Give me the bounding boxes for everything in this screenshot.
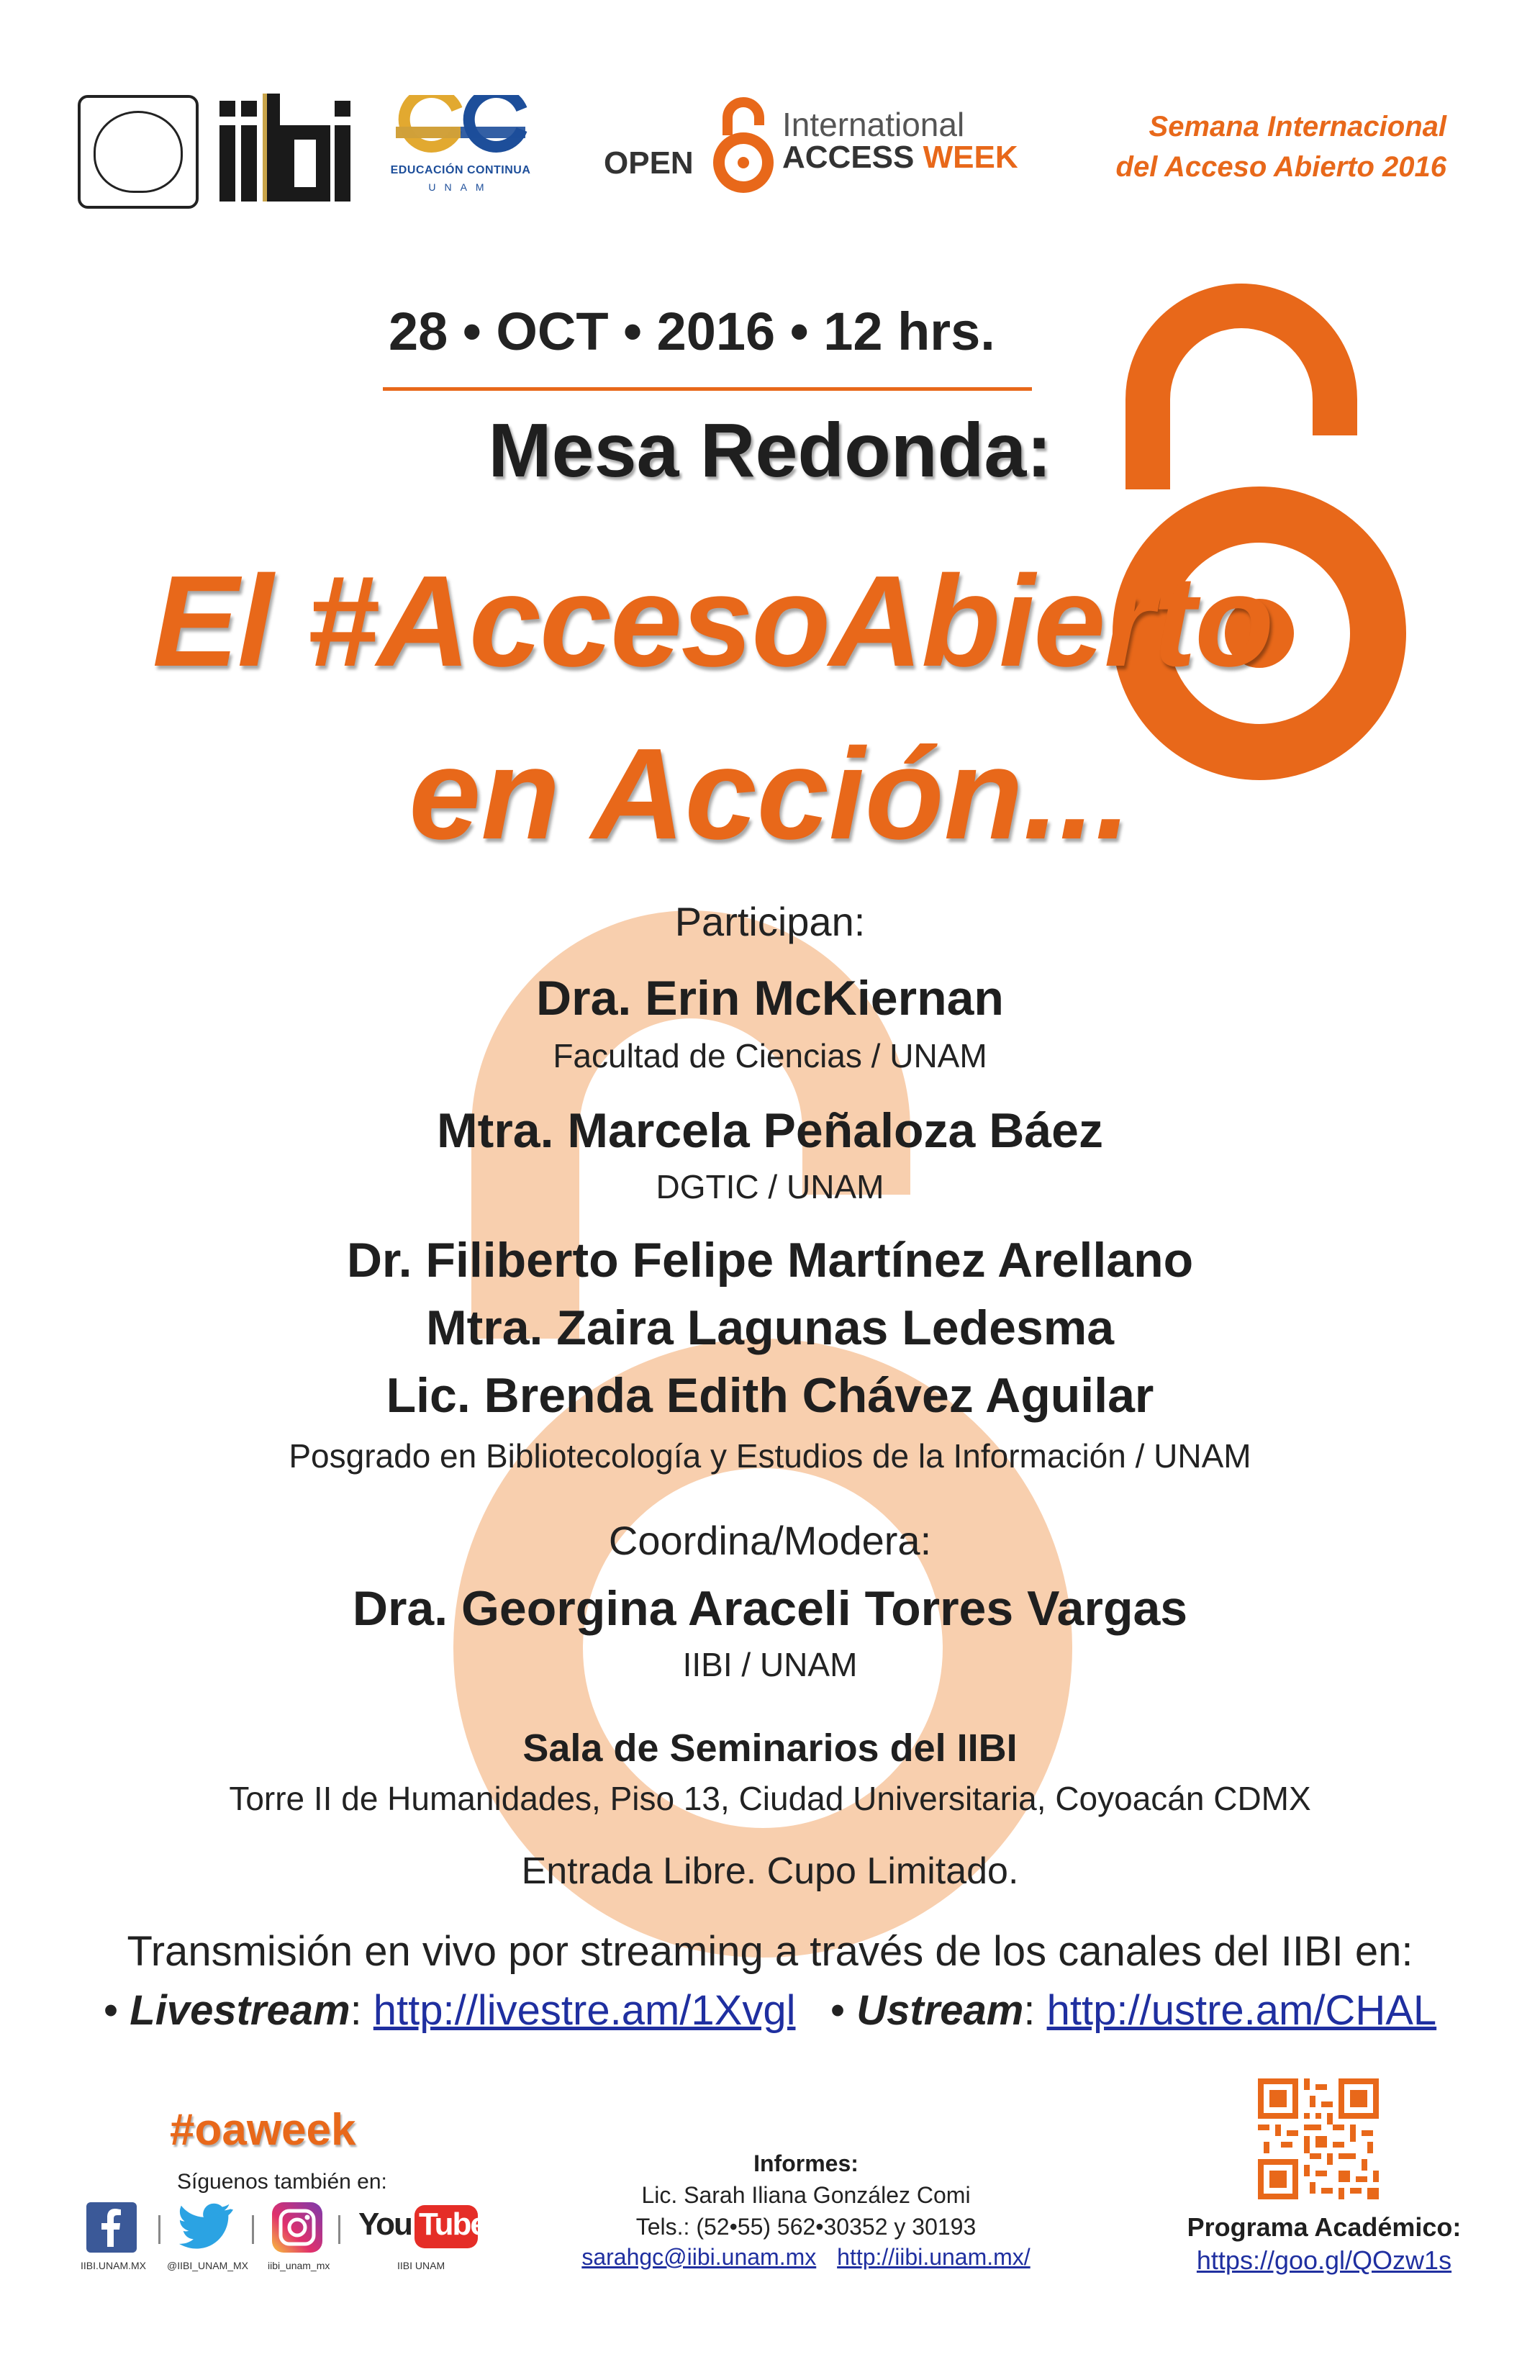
hashtag: #oaweek xyxy=(170,2105,356,2155)
participants-label: Participan: xyxy=(674,899,866,944)
moderator-affiliation: IIBI / UNAM xyxy=(682,1646,858,1683)
open-access-lock-icon xyxy=(1079,273,1439,792)
info-email-link[interactable]: sarahgc@iibi.unam.mx xyxy=(581,2244,817,2270)
program-link[interactable]: https://goo.gl/QOzw1s xyxy=(1196,2245,1452,2275)
participant-name: Dra. Erin McKiernan xyxy=(536,971,1004,1026)
participant-name: Mtra. Zaira Lagunas Ledesma xyxy=(425,1300,1115,1355)
instagram-icon[interactable] xyxy=(272,2202,322,2253)
ustream-label: Ustream xyxy=(856,1987,1024,2034)
participant-name: Lic. Brenda Edith Chávez Aguilar xyxy=(386,1368,1154,1423)
facebook-icon[interactable] xyxy=(86,2202,137,2253)
event-date: 28 • OCT • 2016 • 12 hrs. xyxy=(389,302,995,361)
social-separator xyxy=(252,2215,254,2244)
program-title: Programa Académico: xyxy=(1187,2212,1462,2242)
iibi-logo xyxy=(219,94,350,202)
youtube-tube-text: Tube xyxy=(419,2207,486,2242)
participant-name: Mtra. Marcela Peñaloza Báez xyxy=(437,1103,1103,1158)
venue-address: Torre II de Humanidades, Piso 13, Ciudad Universitaria, Coyoacán CDMX xyxy=(229,1780,1311,1817)
date-underline xyxy=(383,387,1032,391)
info-links xyxy=(533,2244,1079,2271)
unam-seal-logo xyxy=(78,95,199,209)
oaw-international-text: International xyxy=(782,106,965,143)
oaw-access-week-text xyxy=(782,140,1018,176)
info-name: Lic. Sarah Iliana González Comi xyxy=(641,2182,971,2208)
participant-affiliation: DGTIC / UNAM xyxy=(656,1168,884,1205)
event-title-line1: El #AccesoAbierto xyxy=(152,549,1273,694)
event-title-line2: en Acción... xyxy=(409,722,1131,867)
week-title-line1: Semana Internacional xyxy=(1149,111,1446,142)
educacion-continua-label: EDUCACIÓN CONTINUA xyxy=(390,164,531,176)
participant-affiliation: Posgrado en Bibliotecología y Estudios de la Información / UNAM xyxy=(289,1437,1251,1475)
venue-name: Sala de Seminarios del IIBI xyxy=(522,1727,1018,1770)
social-links xyxy=(79,2202,489,2260)
info-tel: Tels.: (52•55) 562•30352 y 30193 xyxy=(635,2214,977,2240)
moderator-name: Dra. Georgina Araceli Torres Vargas xyxy=(352,1581,1188,1636)
ustream-link[interactable]: http://ustre.am/CHAL xyxy=(1046,1987,1437,2034)
youtube-icon[interactable] xyxy=(358,2205,486,2251)
twitter-icon[interactable] xyxy=(178,2202,236,2253)
streaming-links: • Livestream: http://livestre.am/1Xvgl • Ustream: http://ustre.am/CHAL xyxy=(103,1987,1437,2034)
twitter-handle: @IIBI_UNAM_MX xyxy=(167,2260,249,2271)
oaw-access-text: ACCESS xyxy=(782,140,915,175)
educacion-continua-logo xyxy=(389,95,533,199)
moderator-label: Coordina/Modera: xyxy=(608,1518,932,1563)
event-type: Mesa Redonda: xyxy=(488,408,1052,493)
oaw-open-text: OPEN xyxy=(604,145,694,181)
streaming-intro: Transmisión en vivo por streaming a través de los canales del IIBI en: xyxy=(127,1928,1413,1975)
social-separator xyxy=(338,2215,340,2244)
week-title xyxy=(1116,107,1446,187)
educacion-continua-mark-icon xyxy=(389,95,533,161)
participant-affiliation: Facultad de Ciencias / UNAM xyxy=(553,1037,987,1074)
participant-name: Dr. Filiberto Felipe Martínez Arellano xyxy=(346,1233,1194,1288)
week-title-line2: del Acceso Abierto 2016 xyxy=(1115,151,1446,183)
livestream-label: Livestream xyxy=(130,1987,350,2034)
info-title: Informes: xyxy=(753,2150,859,2176)
youtube-you-text: You xyxy=(358,2207,412,2242)
follow-label: Síguenos también en: xyxy=(177,2170,387,2194)
open-access-week-logo xyxy=(601,85,1018,207)
youtube-handle: IIBI UNAM xyxy=(397,2260,445,2271)
oaw-week-text: WEEK xyxy=(923,140,1018,175)
entry-note: Entrada Libre. Cupo Limitado. xyxy=(521,1850,1019,1892)
open-access-lock-small-icon xyxy=(707,91,779,199)
qr-code-icon xyxy=(1258,2078,1379,2199)
educacion-continua-unam: UNAM xyxy=(428,181,493,193)
info-web-link[interactable]: http://iibi.unam.mx/ xyxy=(837,2244,1031,2270)
livestream-link[interactable]: http://livestre.am/1Xvgl xyxy=(373,1987,796,2034)
facebook-handle: IIBI.UNAM.MX xyxy=(81,2260,147,2271)
instagram-handle: iibi_unam_mx xyxy=(268,2260,330,2271)
social-separator xyxy=(158,2215,160,2244)
